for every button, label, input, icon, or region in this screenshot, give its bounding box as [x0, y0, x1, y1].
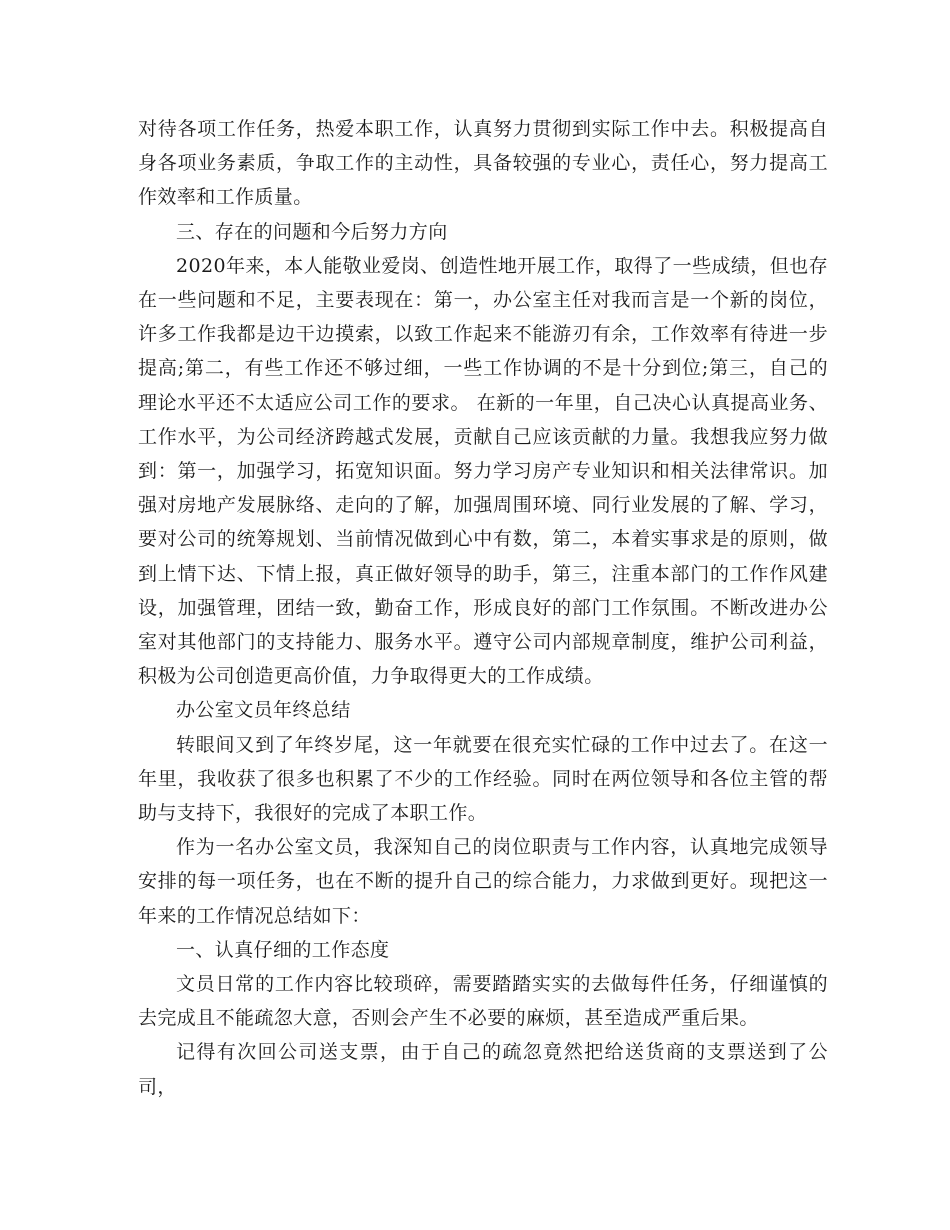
document-body	[138, 112, 828, 1104]
section-heading-attitude: 一、认真仔细的工作态度	[176, 938, 390, 961]
paragraph-example: 记得有次回公司送支票，由于自己的疏忽竟然把给送货商的支票送到了公司，	[138, 1041, 828, 1098]
document-subtitle: 办公室文员年终总结	[176, 699, 351, 722]
paragraph-role: 作为一名办公室文员，我深知自己的岗位职责与工作内容，认真地完成领导安排的每一项任务，也在不断的提升自己的综合能力，力求做到更好。现把这一年来的工作情况总结如下：	[138, 836, 828, 927]
paragraph-intro: 转眼间又到了年终岁尾，这一年就要在很充实忙碌的工作中过去了。在这一年里，我收获了很多也积累了不少的工作经验。同时在两位领导和各位主管的帮助与支持下，我很好的完成了本职工作。	[138, 733, 828, 825]
paragraph-problems: 2020年来，本人能敬业爱岗、创造性地开展工作，取得了一些成绩，但也存在一些问题和不足，主要表现在：第一，办公室主任对我而言是一个新的岗位，许多工作我都是边干边摸索，以致工作起来不能游刃有余，工作效率有待进一步提高;第二，有些工作还不够过细，一些工作协调的不是十分到位;第三，自己的理论水平还不太适应公司工作的要求。 在新的一年里，自己决心认真提高业务、工作水平，为公司经济跨越式发展，贡献自己应该贡献的力量。我想我应努力做到：第一，加强学习，拓宽知识面。努力学习房产专业知识和相关法律常识。加强对房地产发展脉络、走向的了解，加强周围环境、同行业发展的了解、学习，要对公司的统筹规划、当前情况做到心中有数，第二，本着实事求是的原则，做到上情下达、下情上报，真正做好领导的助手，第三，注重本部门的工作作风建设，加强管理，团结一致，勤奋工作，形成良好的部门工作氛围。不断改进办公室对其他部门的支持能力、服务水平。遵守公司内部规章制度，维护公司利益，积极为公司创造更高价值，力争取得更大的工作成绩。	[138, 254, 828, 688]
paragraph-continued: 对待各项工作任务，热爱本职工作，认真努力贯彻到实际工作中去。积极提高自身各项业务素质，争取工作的主动性，具备较强的专业心，责任心，努力提高工作效率和工作质量。	[138, 118, 828, 209]
paragraph-attitude: 文员日常的工作内容比较琐碎，需要踏踏实实的去做每件任务，仔细谨慎的去完成且不能疏忽大意，否则会产生不必要的麻烦，甚至造成严重后果。	[138, 973, 828, 1030]
section-heading-problems: 三、存在的问题和今后努力方向	[176, 220, 448, 243]
